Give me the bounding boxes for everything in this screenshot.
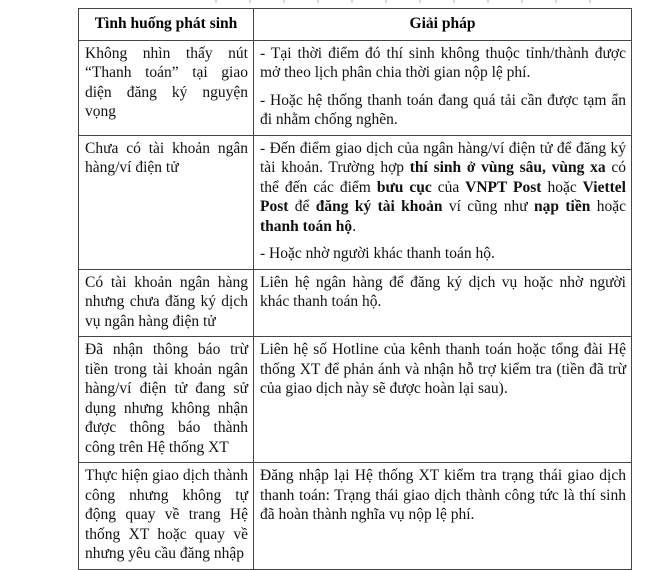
situation-text: Đã nhận thông báo trừ tiền trong tài khoản ngân hàng/ví điện tử đang sử dụng nhưng không nhận được thông báo thành công trên Hệ thống XT xyxy=(85,341,248,456)
header-solution: Giải pháp xyxy=(254,9,632,41)
solution-cell xyxy=(254,135,632,269)
situation-text: Có tài khoản ngân hàng nhưng chưa đăng ký dịch vụ ngân hàng điện tử xyxy=(85,273,248,330)
solution-text: Liên hệ số Hotline của kênh thanh toán hoặc tổng đài Hệ thống XT để phản ánh và nhận hỗ trợ kiểm tra (tiền đã trừ của giao dịch này sẽ được hoàn lại sau). xyxy=(260,341,626,397)
situation-cell xyxy=(79,337,254,463)
situation-cell xyxy=(79,135,254,269)
payment-faq-table xyxy=(78,8,632,570)
table-row xyxy=(79,337,632,463)
solution-text: Liên hệ ngân hàng để đăng ký dịch vụ hoặc nhờ người khác thanh toán hộ. xyxy=(260,273,626,310)
header-situation: Tình huống phát sinh xyxy=(79,9,254,41)
table-row xyxy=(79,269,632,337)
solution-cell xyxy=(254,269,632,337)
situation-cell xyxy=(79,269,254,337)
situation-text: Chưa có tài khoản ngân hàng/ví điện tử xyxy=(85,139,248,176)
solution-text: Đăng nhập lại Hệ thống XT kiểm tra trạng thái giao dịch thanh toán: Trạng thái giao dịch thành công tức là thí sinh đã hoàn thành nghĩa vụ nộp lệ phí. xyxy=(260,467,626,523)
solution-text: - Tại thời điểm đó thí sinh không thuộc tỉnh/thành được mở theo lịch phân chia thời gian nộp lệ phí. - Hoặc hệ thống thanh toán đang quá tải cần được tạm ẩn đi nhằm chống nghẽn. xyxy=(260,44,626,128)
table-row xyxy=(79,40,632,135)
situation-cell xyxy=(79,463,254,570)
table-row xyxy=(79,463,632,570)
payment-faq-table-container xyxy=(78,8,631,570)
solution-text: - Đến điểm giao dịch của ngân hàng/ví điện tử để đăng ký tài khoản. Trường hợp thí sinh ở vùng sâu, vùng xa có thể đến các điểm bưu cục của VNPT Post hoặc Viettel Post để đăng ký tài khoản ví cũng như nạp tiền hoặc thanh toán hộ. - Hoặc nhờ người khác thanh toán hộ. xyxy=(260,139,626,262)
situation-text: Không nhìn thấy nút “Thanh toán” tại giao diện đăng ký nguyện vọng xyxy=(85,44,248,120)
table-row xyxy=(79,135,632,269)
table-header-row xyxy=(79,9,632,41)
solution-cell xyxy=(254,463,632,570)
solution-cell xyxy=(254,337,632,463)
situation-text: Thực hiện giao dịch thành công nhưng không tự động quay về trang Hệ thống XT hoặc quay về nhưng yêu cầu đăng nhập xyxy=(85,467,248,562)
solution-cell xyxy=(254,40,632,135)
cropped-text-artifact xyxy=(215,0,623,3)
situation-cell xyxy=(79,40,254,135)
